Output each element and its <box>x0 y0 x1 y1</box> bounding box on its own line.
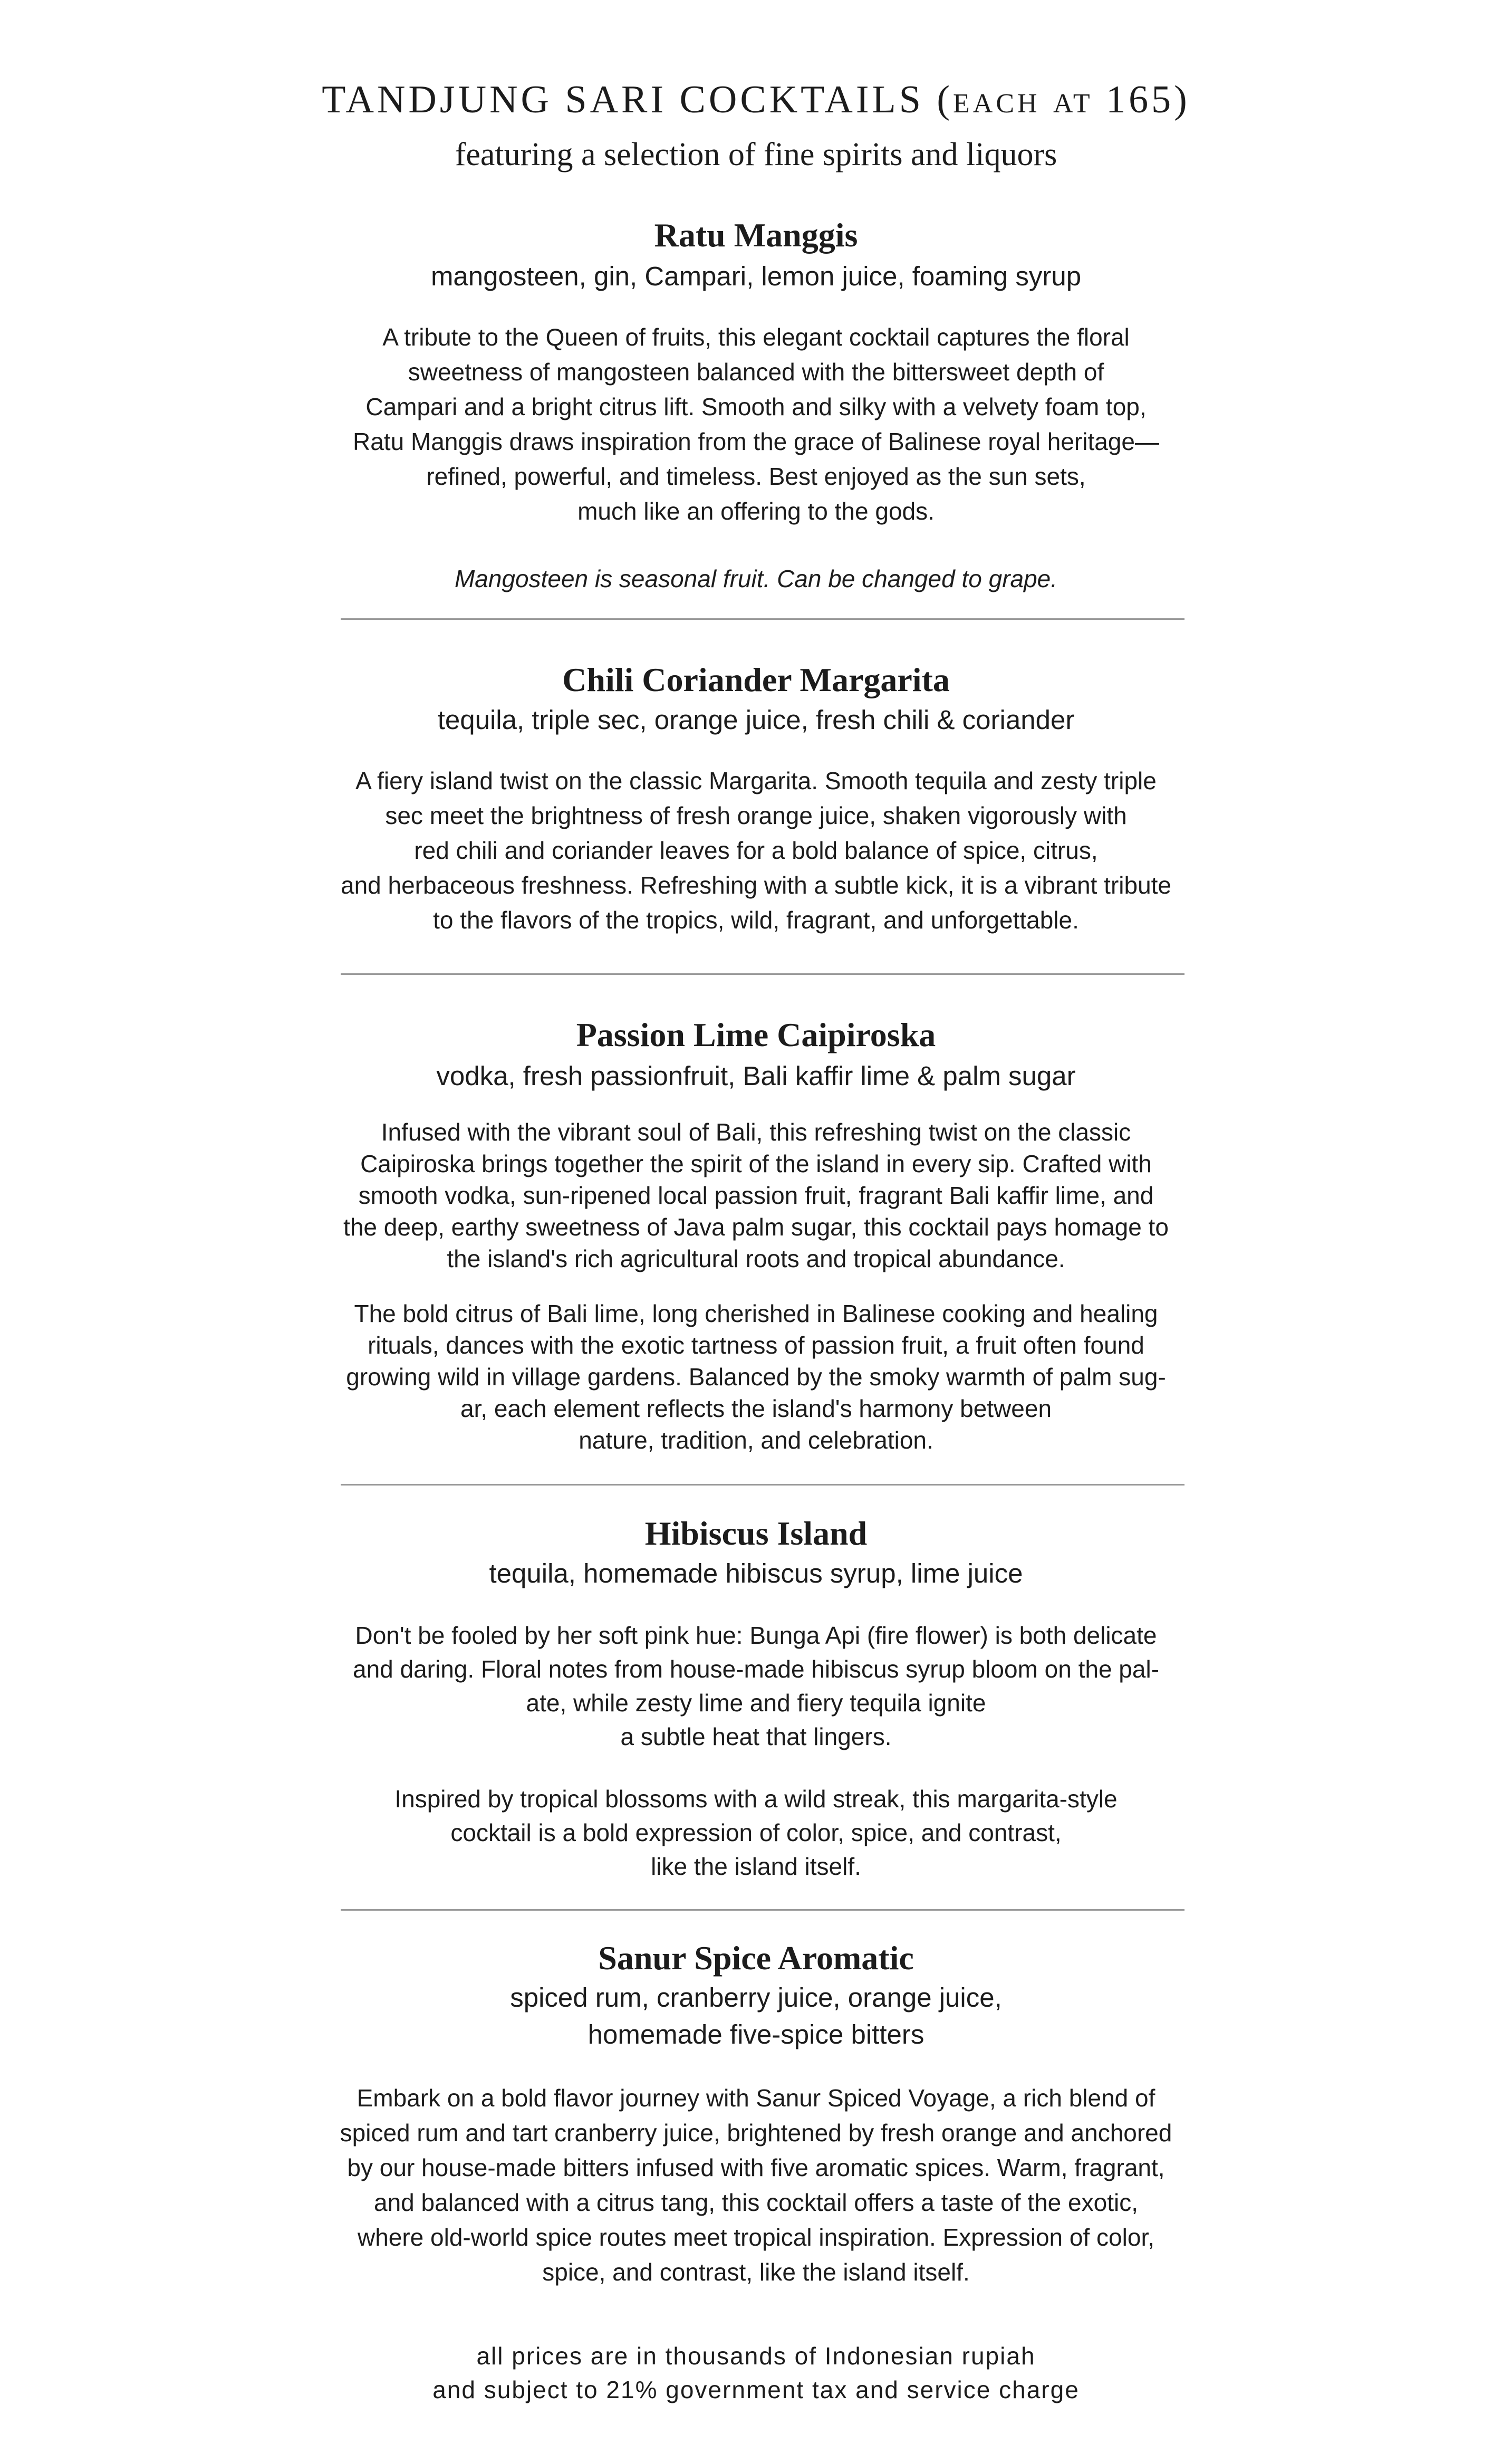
section-divider <box>341 973 1184 975</box>
description-line: rituals, dances with the exotic tartness of passion fruit, a fruit often found <box>368 1331 1144 1359</box>
menu-title-text: TANDJUNG SARI COCKTAILS <box>322 78 924 121</box>
menu-title <box>0 80 1512 119</box>
description-line: where old-world spice routes meet tropical inspiration. Expression of color, <box>357 2224 1155 2251</box>
description-line: A tribute to the Queen of fruits, this elegant cocktail captures the floral <box>382 323 1130 351</box>
cocktail-name: Hibiscus Island <box>644 1515 868 1552</box>
description-line: by our house-made bitters infused with five aromatic spices. Warm, fragrant, <box>347 2154 1165 2181</box>
section-divider <box>341 1484 1184 1486</box>
description-line: much like an offering to the gods. <box>577 497 935 525</box>
description-line: and daring. Floral notes from house-made hibiscus syrup bloom on the pal- <box>352 1655 1160 1683</box>
cocktail-ingredients: tequila, triple sec, orange juice, fresh chili & coriander <box>437 705 1075 735</box>
description-line: refined, powerful, and timeless. Best enjoyed as the sun sets, <box>426 463 1086 490</box>
cocktail-description <box>0 320 1512 529</box>
cocktail-name: Ratu Manggis <box>654 216 858 254</box>
menu-price-note: (each at 165) <box>937 78 1190 121</box>
description-line: A fiery island twist on the classic Margarita. Smooth tequila and zesty triple <box>355 767 1157 794</box>
description-line: and herbaceous freshness. Refreshing with a subtle kick, it is a vibrant tribute <box>340 871 1172 899</box>
description-line: Don't be fooled by her soft pink hue: Bunga Api (fire flower) is both delicate <box>355 1622 1157 1649</box>
cocktail-ingredients: vodka, fresh passionfruit, Bali kaffir lime & palm sugar <box>436 1061 1076 1091</box>
description-line: Infused with the vibrant soul of Bali, this refreshing twist on the classic <box>381 1118 1131 1146</box>
description-line: cocktail is a bold expression of color, spice, and contrast, <box>450 1819 1062 1846</box>
cocktail-description <box>0 1618 1512 1753</box>
description-line: Caipiroska brings together the spirit of the island in every sip. Crafted with <box>360 1150 1152 1177</box>
section-divider <box>341 1909 1184 1911</box>
menu-subtitle: featuring a selection of fine spirits and liquors <box>455 137 1057 173</box>
description-line: like the island itself. <box>651 1853 861 1880</box>
description-line: to the flavors of the tropics, wild, fragrant, and unforgettable. <box>433 906 1079 934</box>
description-line: ar, each element reflects the island's harmony between <box>460 1395 1052 1422</box>
footnote-line: and subject to 21% government tax and service charge <box>432 2376 1080 2403</box>
description-line: Campari and a bright citrus lift. Smooth and silky with a velvety foam top, <box>365 393 1147 420</box>
description-line: red chili and coriander leaves for a bold balance of spice, citrus, <box>414 837 1098 864</box>
cocktail-ingredients: spiced rum, cranberry juice, orange juice, <box>510 1982 1002 2013</box>
description-line: The bold citrus of Bali lime, long cherished in Balinese cooking and healing <box>354 1300 1158 1327</box>
description-line: ate, while zesty lime and fiery tequila ignite <box>526 1689 986 1717</box>
description-line: sec meet the brightness of fresh orange juice, shaken vigorously with <box>385 802 1127 829</box>
description-line: smooth vodka, sun-ripened local passion fruit, fragrant Bali kaffir lime, and <box>358 1182 1154 1209</box>
cocktail-name: Passion Lime Caipiroska <box>576 1016 936 1053</box>
description-line: spiced rum and tart cranberry juice, brightened by fresh orange and anchored <box>340 2119 1172 2147</box>
description-line: Embark on a bold flavor journey with Sanur Spiced Voyage, a rich blend of <box>357 2084 1155 2112</box>
price-footnote <box>0 2339 1512 2407</box>
cocktail-description <box>0 2081 1512 2289</box>
description-line: the island's rich agricultural roots and tropical abundance. <box>447 1245 1065 1272</box>
cocktail-ingredients: tequila, homemade hibiscus syrup, lime juice <box>489 1558 1023 1588</box>
description-line: Ratu Manggis draws inspiration from the grace of Balinese royal heritage— <box>353 428 1159 455</box>
seasonal-note: Mangosteen is seasonal fruit. Can be changed to grape. <box>454 565 1058 592</box>
cocktail-description <box>0 1116 1512 1275</box>
description-line: Inspired by tropical blossoms with a wild streak, this margarita-style <box>394 1785 1118 1813</box>
cocktail-name: Sanur Spice Aromatic <box>598 1939 914 1977</box>
cocktail-ingredients-continued: homemade five-spice bitters <box>588 2019 924 2049</box>
description-line: growing wild in village gardens. Balanced by the smoky warmth of palm sug- <box>346 1363 1166 1391</box>
cocktail-description-continued <box>0 1298 1512 1456</box>
description-line: spice, and contrast, like the island itself. <box>542 2258 970 2286</box>
cocktail-description-continued <box>0 1782 1512 1883</box>
section-divider <box>341 618 1184 620</box>
cocktail-ingredients: mangosteen, gin, Campari, lemon juice, foaming syrup <box>430 261 1082 291</box>
description-line: a subtle heat that lingers. <box>620 1723 892 1750</box>
description-line: and balanced with a citrus tang, this cocktail offers a taste of the exotic, <box>374 2189 1138 2216</box>
description-line: nature, tradition, and celebration. <box>579 1426 933 1454</box>
cocktail-description <box>0 763 1512 937</box>
footnote-line: all prices are in thousands of Indonesian rupiah <box>476 2342 1036 2370</box>
cocktail-name: Chili Coriander Margarita <box>562 661 950 698</box>
description-line: sweetness of mangosteen balanced with the bittersweet depth of <box>408 358 1104 386</box>
description-line: the deep, earthy sweetness of Java palm sugar, this cocktail pays homage to <box>343 1213 1169 1241</box>
